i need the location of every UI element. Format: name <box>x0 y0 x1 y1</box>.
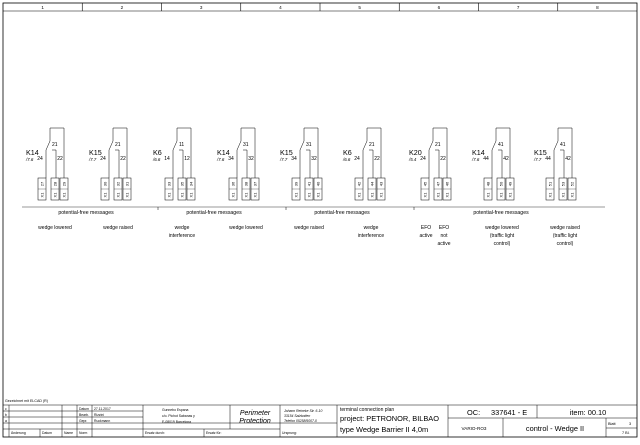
relay-id: K6 <box>153 148 162 157</box>
oc-label: OC: <box>467 408 481 417</box>
vario-label: VARIO-RO3 <box>461 426 487 431</box>
sheet-frame <box>3 3 637 437</box>
relay-ref: /7.6 <box>472 157 480 162</box>
terminal-number: 53 <box>560 181 566 187</box>
column-number: 6 <box>437 5 441 10</box>
terminal-prefix: X1 <box>230 192 236 198</box>
rev-header-name: Name <box>64 431 74 435</box>
logo-perimeter: Perimeter <box>239 410 271 417</box>
terminal-no: 42 <box>503 156 509 162</box>
terminal-number: 36 <box>230 181 236 187</box>
column-number: 5 <box>358 5 361 10</box>
terminal-prefix: X1 <box>569 192 575 198</box>
company-address-3: Telefon 05258/5007-0 <box>284 419 317 423</box>
contact-switch-blade <box>429 141 433 150</box>
company-address-2: 33154 Salzkotten <box>284 414 311 418</box>
terminal-prefix: X1 <box>124 192 130 198</box>
relay-ref: /7.6 <box>217 157 225 162</box>
terminal-prefix: X1 <box>52 192 58 198</box>
oc-value: 337641 - E <box>491 408 528 417</box>
terminal-number: 52 <box>569 181 575 187</box>
relay-contact-k15 <box>279 128 322 200</box>
terminal-number: 28 <box>52 181 58 187</box>
gepr-label: Gepr. <box>79 419 88 423</box>
blatt-value: 3 <box>629 422 632 426</box>
terminal-number: 35 <box>179 181 185 187</box>
contact-no-wire <box>115 150 119 160</box>
contact-description: not <box>440 233 448 239</box>
contact-no-wire <box>306 150 310 160</box>
terminal-prefix: X1 <box>498 192 504 198</box>
relay-id: K15 <box>534 148 547 157</box>
blatt-total: 7 Bl. <box>622 431 630 435</box>
contact-common-wire <box>241 128 255 178</box>
terminal-nc: 44 <box>483 156 489 162</box>
terminal-prefix: X1 <box>293 192 299 198</box>
group-label-1: potential-free messages <box>58 210 114 216</box>
column-number: 7 <box>516 5 520 10</box>
address-line-3: E-08019 Barcelona <box>162 420 192 424</box>
terminal-number: 27 <box>39 181 45 187</box>
relay-id: K6 <box>343 148 352 157</box>
terminal-no: 22 <box>440 156 446 162</box>
terminal-common: 31 <box>243 142 249 148</box>
relay-ref: /6.6 <box>153 157 161 162</box>
terminal-common: 41 <box>498 142 504 148</box>
contact-switch-blade <box>46 141 50 150</box>
contact-common-wire <box>177 128 191 178</box>
relay-contact-k14 <box>25 128 68 200</box>
relay-contact-k14 <box>216 128 259 200</box>
terminal-prefix: X1 <box>422 192 428 198</box>
terminal-prefix: X1 <box>356 192 362 198</box>
column-number: 1 <box>41 5 44 10</box>
contact-no-wire <box>179 150 183 160</box>
terminal-prefix: X1 <box>378 192 384 198</box>
terminal-prefix: X1 <box>560 192 566 198</box>
contact-no-wire <box>52 150 56 160</box>
relay-ref: /7.7 <box>280 157 288 162</box>
row-marker-b: b <box>5 413 7 417</box>
terminal-number: 47 <box>435 181 441 187</box>
terminal-common: 21 <box>369 142 375 148</box>
terminal-prefix: X1 <box>315 192 321 198</box>
contact-description: interference <box>168 233 196 239</box>
terminal-common: 11 <box>179 142 185 148</box>
terminal-common: 21 <box>435 142 441 148</box>
column-number: 4 <box>279 5 282 10</box>
terminal-number: 32 <box>115 181 121 187</box>
relay-ref: /6.6 <box>343 157 351 162</box>
contact-description: interference <box>357 233 385 239</box>
terminal-number: 31 <box>124 181 130 187</box>
terminal-prefix: X1 <box>179 192 185 198</box>
terminal-number: 43 <box>378 181 384 187</box>
terminal-prefix: X1 <box>39 192 45 198</box>
contact-description: wedge raised <box>103 225 133 231</box>
contact-switch-blade <box>300 141 304 150</box>
relay-contact-k6 <box>152 128 195 200</box>
type-name: type Wedge Barrier II 4,0m <box>340 425 429 434</box>
contact-switch-blade <box>554 141 558 150</box>
relay-contact-k6 <box>342 128 385 200</box>
group-label-3: potential-free messages <box>314 210 370 216</box>
contact-switch-blade <box>173 141 177 150</box>
relay-ref: /7.7 <box>89 157 97 162</box>
relay-id: K20 <box>409 148 422 157</box>
contact-description: wedge lowered <box>229 225 263 231</box>
company-address-1: Johann Reineke Str. 6-10 <box>284 409 323 413</box>
contact-common-wire <box>113 128 127 178</box>
terminal-common: 21 <box>52 142 58 148</box>
contact-common-wire <box>304 128 318 178</box>
contact-description: wedge <box>174 225 190 231</box>
item-number: item: 00.10 <box>569 408 607 417</box>
terminal-nc: 44 <box>545 156 551 162</box>
terminal-number: 45 <box>422 181 428 187</box>
relay-contact-k20 <box>408 128 451 200</box>
contact-description: active <box>419 233 433 239</box>
terminal-number: 33 <box>166 181 172 187</box>
row-marker-c: c <box>5 407 7 411</box>
contact-description: EFO <box>420 225 432 231</box>
contact-description: wedge lowered <box>485 225 519 231</box>
group-label-4: potential-free messages <box>473 210 529 216</box>
contact-common-wire <box>50 128 64 178</box>
relay-id: K14 <box>472 148 485 157</box>
terminal-no: 42 <box>565 156 571 162</box>
terminal-nc: 24 <box>100 156 106 162</box>
terminal-prefix: X1 <box>243 192 249 198</box>
relay-ref: /7.7 <box>534 157 542 162</box>
terminal-nc: 34 <box>291 156 297 162</box>
terminal-prefix: X1 <box>507 192 513 198</box>
terminal-number: 51 <box>547 181 553 187</box>
terminal-number: 40 <box>315 181 321 187</box>
address-line-2: c/o. Pichot Sabanas y <box>162 414 195 418</box>
bearb-value: Rizzini <box>94 413 104 417</box>
bearb-label: Bearb. <box>79 413 89 417</box>
contact-no-wire <box>369 150 373 160</box>
terminal-prefix: X1 <box>115 192 121 198</box>
gepr-value: Ruckmann <box>94 419 111 423</box>
ersatz-fur-label: Ersatz für: <box>206 431 222 435</box>
terminal-number: 29 <box>61 181 67 187</box>
rev-header-norm: Norm <box>79 431 88 435</box>
datum-value: 27.11.2017 <box>94 407 111 411</box>
contact-switch-blade <box>492 141 496 150</box>
cad-note: Gezeichnet mit ELCAD (R) <box>5 399 48 403</box>
contact-description: (traffic light <box>552 233 578 239</box>
relay-contacts <box>25 128 576 200</box>
relay-ref: /5.4 <box>409 157 417 162</box>
sheet-name: control - Wedge II <box>525 424 585 433</box>
terminal-number: 41 <box>306 181 312 187</box>
rev-header-datum: Datum <box>42 431 52 435</box>
terminal-number: 50 <box>498 181 504 187</box>
contact-common-wire <box>367 128 381 178</box>
terminal-number: 38 <box>243 181 249 187</box>
contact-description: wedge raised <box>550 225 580 231</box>
terminal-prefix: X1 <box>369 192 375 198</box>
contact-description: wedge lowered <box>38 225 72 231</box>
datum-label: Datum <box>79 407 89 411</box>
relay-id: K14 <box>26 148 39 157</box>
terminal-prefix: X1 <box>306 192 312 198</box>
contact-switch-blade <box>237 141 241 150</box>
contact-no-wire <box>560 150 564 160</box>
contact-description: EFO <box>438 225 450 231</box>
terminal-no: 12 <box>184 156 190 162</box>
terminal-nc: 14 <box>164 156 170 162</box>
contact-descriptions <box>38 225 580 247</box>
terminal-number: 37 <box>252 181 258 187</box>
terminal-prefix: X1 <box>61 192 67 198</box>
terminal-nc: 34 <box>228 156 234 162</box>
terminal-nc: 24 <box>37 156 43 162</box>
contact-common-wire <box>496 128 510 178</box>
column-number: 3 <box>199 5 203 10</box>
ursprung-label: Ursprung: <box>282 431 297 435</box>
relay-id: K14 <box>217 148 230 157</box>
column-number: 2 <box>120 5 124 10</box>
terminal-common: 21 <box>115 142 121 148</box>
terminal-prefix: X1 <box>435 192 441 198</box>
terminal-prefix: X1 <box>252 192 258 198</box>
terminal-number: 46 <box>444 181 450 187</box>
contact-common-wire <box>433 128 447 178</box>
row-marker-a: a <box>5 419 7 423</box>
terminal-prefix: X1 <box>188 192 194 198</box>
terminal-prefix: X1 <box>166 192 172 198</box>
relay-id: K15 <box>89 148 102 157</box>
contact-description: wedge raised <box>294 225 324 231</box>
terminal-number: 42 <box>356 181 362 187</box>
terminal-nc: 24 <box>354 156 360 162</box>
contact-description: wedge <box>363 225 379 231</box>
contact-switch-blade <box>363 141 367 150</box>
column-number: 8 <box>596 5 599 10</box>
terminal-common: 31 <box>306 142 312 148</box>
terminal-number: 34 <box>188 181 194 187</box>
relay-id: K15 <box>280 148 293 157</box>
terminal-number: 44 <box>369 181 375 187</box>
terminal-common: 41 <box>560 142 566 148</box>
plan-title: terminal connection plan <box>340 407 395 413</box>
terminal-no: 22 <box>374 156 380 162</box>
relay-contact-k14 <box>471 128 514 200</box>
terminal-number: 30 <box>102 181 108 187</box>
rev-header-aenderung: Änderung <box>11 431 26 435</box>
contact-no-wire <box>498 150 502 160</box>
column-grid <box>41 3 599 11</box>
blatt-label: Blatt <box>608 422 616 426</box>
logo-protection: Protection <box>239 418 271 425</box>
contact-common-wire <box>558 128 572 178</box>
project-name: project: PETRONOR, BILBAO <box>340 414 439 423</box>
terminal-number: 39 <box>293 181 299 187</box>
terminal-number: 49 <box>507 181 513 187</box>
contact-no-wire <box>243 150 247 160</box>
terminal-no: 22 <box>57 156 63 162</box>
terminal-no: 22 <box>120 156 126 162</box>
terminal-number: 48 <box>485 181 491 187</box>
terminal-prefix: X1 <box>547 192 553 198</box>
ersatz-durch-label: Ersatz durch: <box>145 431 165 435</box>
relay-ref: /7.6 <box>26 157 34 162</box>
terminal-prefix: X1 <box>444 192 450 198</box>
terminal-prefix: X1 <box>485 192 491 198</box>
terminal-prefix: X1 <box>102 192 108 198</box>
group-label-2: potential-free messages <box>186 210 242 216</box>
contact-description: control) <box>493 241 511 247</box>
terminal-no: 32 <box>248 156 254 162</box>
contact-switch-blade <box>109 141 113 150</box>
contact-description: control) <box>556 241 574 247</box>
terminal-nc: 24 <box>420 156 426 162</box>
terminal-no: 32 <box>311 156 317 162</box>
relay-contact-k15 <box>533 128 576 200</box>
address-line-1: Gunnebo Espana <box>162 408 189 412</box>
contact-description: active <box>437 241 451 247</box>
relay-contact-k15 <box>88 128 131 200</box>
contact-description: (traffic light <box>489 233 515 239</box>
contact-no-wire <box>435 150 439 160</box>
